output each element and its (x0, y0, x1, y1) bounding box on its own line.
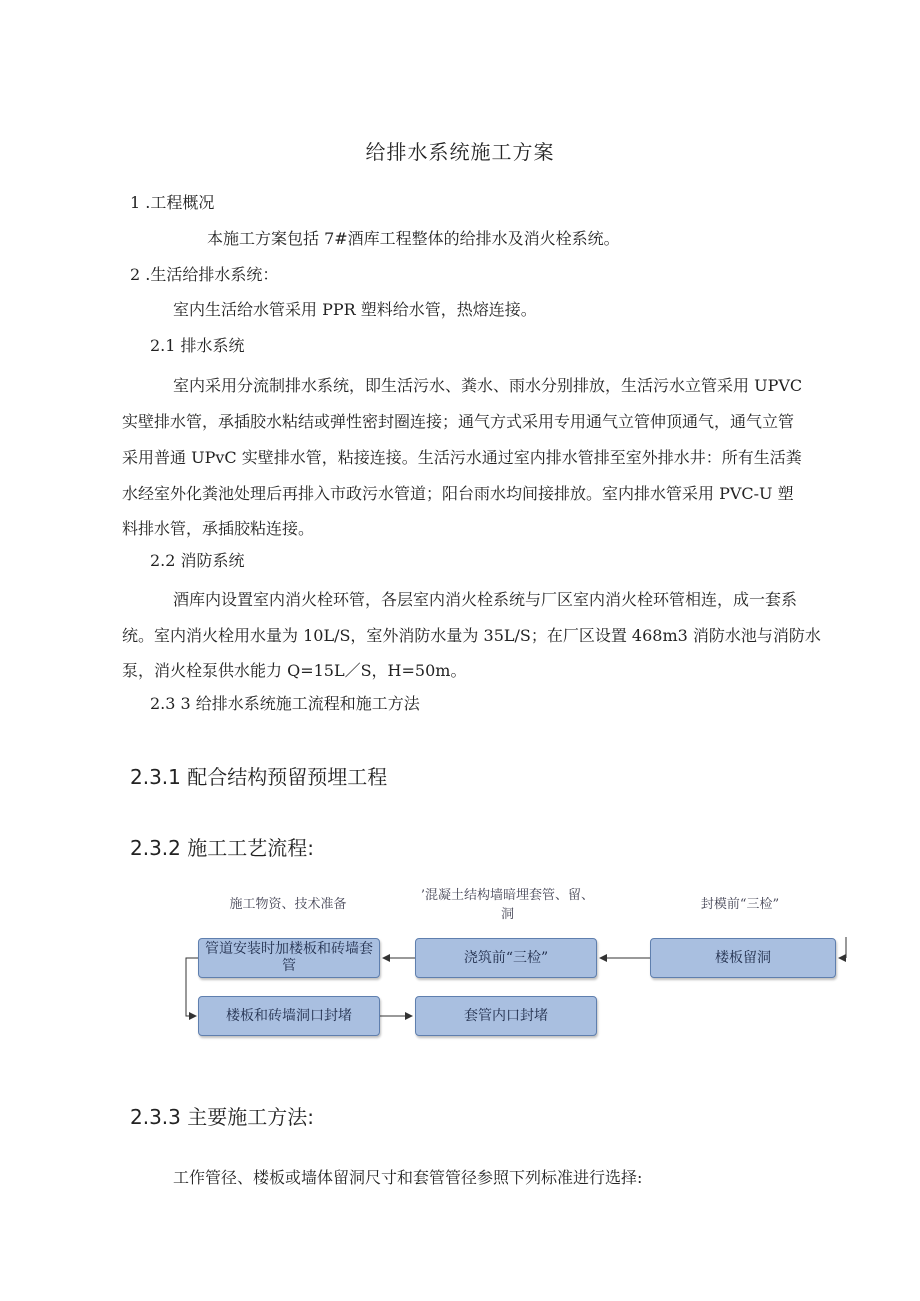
section-2-3-2-heading: 2.3.2 施工工艺流程: (130, 836, 314, 860)
section-2-2-line: 统。室内消火栓用水量为 10L/S，室外消防水量为 35L/S；在厂区设置 468m3 消防水池与消防水 (122, 626, 821, 645)
flow-box-casing-install-line2: 管 (282, 958, 296, 974)
flow-arrow-casing-to-seal (186, 958, 198, 1016)
section-2-body: 室内生活给水管采用 PPR 塑料给水管，热熔连接。 (173, 300, 537, 319)
section-2-1-line: 水经室外化粪池处理后再排入市政污水管道；阳台雨水均间接排放。室内排水管采用 PVC-U 塑 (122, 484, 794, 503)
flow-label-middle-2: 洞 (500, 907, 514, 922)
section-2-1-line: 采用普通 UPvC 实壁排水管，粘接连接。生活污水通过室内排水管排至室外排水井：所有生活粪 (122, 448, 802, 467)
flow-label-left: 施工物资、技术准备 (229, 897, 347, 912)
section-2-2-heading: 2.2 消防系统 (150, 551, 245, 570)
page-title: 给排水系统施工方案 (365, 140, 555, 164)
section-2-3-heading: 2.3 3 给排水系统施工流程和施工方法 (150, 694, 420, 713)
section-2-2-line: 泵，消火栓泵供水能力 Q=15L／S，H=50m。 (122, 661, 467, 680)
flow-box-seal-casing-label: 套管内口封堵 (464, 1007, 548, 1024)
section-1-body: 本施工方案包括 7#酒库工程整体的给排水及消火栓系统。 (207, 229, 620, 248)
section-2-1-line: 室内采用分流制排水系统，即生活污水、粪水、雨水分别排放，生活污水立管采用 UPVC (173, 376, 803, 395)
flow-box-seal-casing (415, 996, 597, 1036)
section-2-2-line: 酒库内设置室内消火栓环管，各层室内消火栓系统与厂区室内消火栓环管相连，成一套系 (173, 590, 798, 609)
flow-box-casing-install (198, 938, 380, 978)
flow-box-seal-openings (198, 996, 380, 1036)
flow-label-middle-1: ’混凝土结构墙暗埋套管、留、 (420, 888, 595, 903)
flow-box-floor-opening (650, 938, 836, 978)
flow-box-pre-pour-check-label: 浇筑前“三检” (463, 949, 549, 966)
flow-label-right: 封模前“三检” (700, 897, 780, 912)
section-2-3-3-heading: 2.3.3 主要施工方法: (130, 1105, 314, 1129)
section-2-3-1-heading: 2.3.1 配合结构预留预埋工程 (130, 765, 388, 789)
section-2-1-heading: 2.1 排水系统 (150, 336, 245, 355)
flow-box-floor-opening-label: 楼板留洞 (715, 949, 771, 966)
section-2-heading: 2 .生活给排水系统： (130, 265, 279, 284)
section-2-1-line: 实壁排水管，承插胶水粘结或弹性密封圈连接；通气方式采用专用通气立管伸顶通气，通气立管 (122, 412, 795, 431)
flow-box-pre-pour-check (415, 938, 597, 978)
flow-box-seal-openings-label: 楼板和砖墙洞口封堵 (226, 1007, 352, 1024)
section-2-1-line: 料排水管，承插胶粘连接。 (122, 519, 315, 538)
flow-box-casing-install-line1: 管道安装时加楼板和砖墙套 (205, 941, 373, 957)
section-2-3-3-body: 工作管径、楼板或墙体留洞尺寸和套管管径参照下列标准进行选择: (173, 1168, 643, 1187)
section-1-heading: 1 .工程概况 (130, 193, 215, 212)
